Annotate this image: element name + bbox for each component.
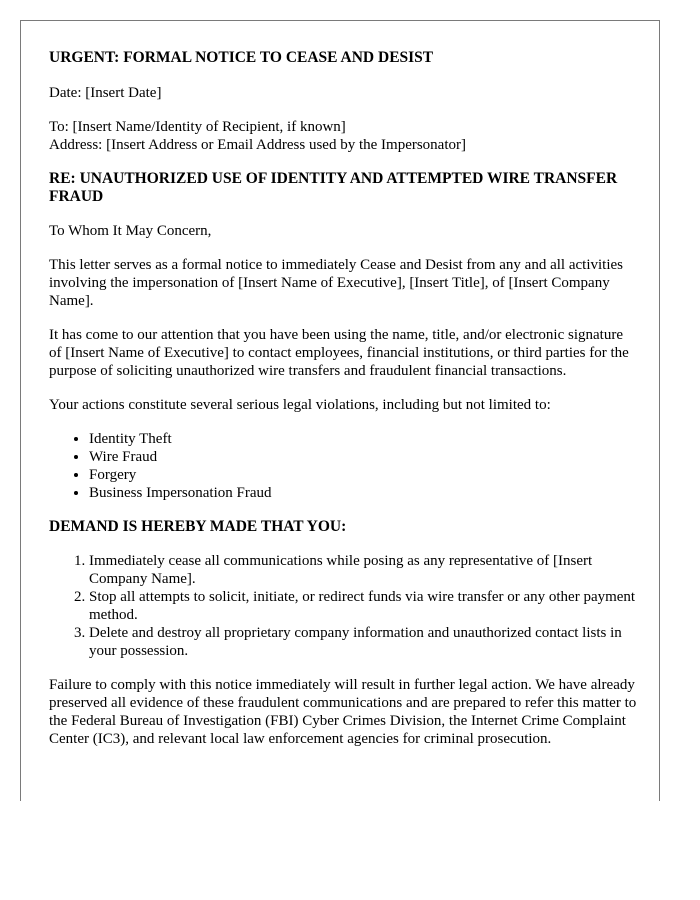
salutation: To Whom It May Concern, xyxy=(49,223,212,239)
demands-list xyxy=(49,552,639,660)
re-heading: RE: UNAUTHORIZED USE OF IDENTITY AND ATTEMPTED WIRE TRANSFER FRAUD xyxy=(49,170,618,205)
to-line: To: [Insert Name/Identity of Recipient, if known] xyxy=(49,119,346,135)
recipient-block xyxy=(49,118,639,154)
list-item: 2. Stop all attempts to solicit, initiate, or redirect funds via wire transfer or any other payment method. xyxy=(89,588,639,624)
paragraph-consequences: Failure to comply with this notice immediately will result in further legal action. We have already preserved all evidence of these fraudulent communications and are prepared to refer this matter to the Federal Bureau of Investigation (FBI) Cyber Crimes Division, the Internet Crime Complaint Center (IC3), and relevant local law enforcement agencies for criminal prosecution. xyxy=(49,677,637,747)
paragraph-notice: This letter serves as a formal notice to immediately Cease and Desist from any and all activities involving the impersonation of [Insert Name of Executive], [Insert Title], of [Insert Company Name]. xyxy=(49,257,623,309)
letter-content xyxy=(49,49,639,764)
paragraph-violations-intro: Your actions constitute several serious legal violations, including but not limited to: xyxy=(49,397,551,413)
demand-heading: DEMAND IS HEREBY MADE THAT YOU: xyxy=(49,518,347,535)
letter-page xyxy=(20,20,660,801)
paragraph-attention: It has come to our attention that you have been using the name, title, and/or electronic signature of [Insert Name of Executive] to contact employees, financial institutions, or third parties for the purpose of soliciting unauthorized wire transfers and fraudulent financial transactions. xyxy=(49,327,629,379)
list-item: 1. Immediately cease all communications while posing as any representative of [Insert Company Name]. xyxy=(89,552,639,588)
letter-title: URGENT: FORMAL NOTICE TO CEASE AND DESIST xyxy=(49,49,434,66)
list-item: • Business Impersonation Fraud xyxy=(89,484,639,502)
list-item: • Identity Theft xyxy=(89,430,639,448)
violations-list xyxy=(49,430,639,502)
list-item: • Forgery xyxy=(89,466,639,484)
list-item: • Wire Fraud xyxy=(89,448,639,466)
list-item: 3. Delete and destroy all proprietary company information and unauthorized contact lists in your possession. xyxy=(89,624,639,660)
address-line: Address: [Insert Address or Email Address used by the Impersonator] xyxy=(49,137,466,153)
date-line: Date: [Insert Date] xyxy=(49,85,162,101)
